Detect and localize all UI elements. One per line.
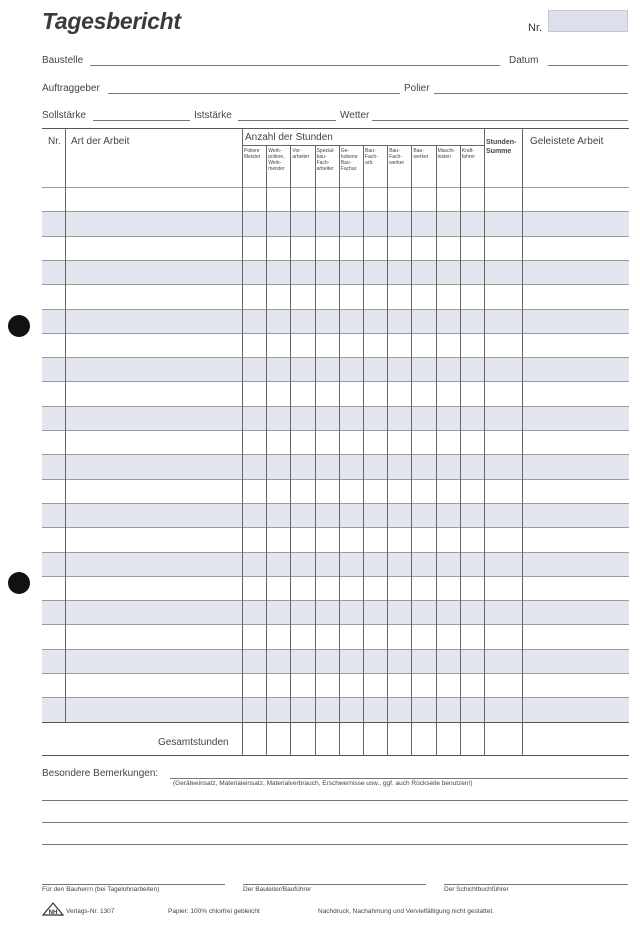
- sub-column-header-line: Werk-: [268, 148, 282, 154]
- column-divider: [411, 145, 412, 755]
- punch-hole: [8, 315, 30, 337]
- col-header-summe-2: Summe: [486, 148, 512, 155]
- column-divider: [315, 145, 316, 755]
- copyright-note: Nachdruck, Nachahmung und Vervielfältigung nicht gestattet.: [318, 908, 494, 915]
- column-divider: [387, 145, 388, 755]
- signature-label-schichtbuch: Der Schichtbuchführer: [444, 886, 509, 893]
- table-row[interactable]: [42, 211, 629, 235]
- row-divider: [42, 624, 629, 625]
- sub-column-header-line: Werk-: [268, 160, 282, 166]
- column-divider: [65, 129, 66, 722]
- sub-column-header-line: bau-: [316, 154, 327, 160]
- verlag-nr: Verlags-Nr. 1307: [66, 908, 115, 915]
- signature-line-bauleiter[interactable]: [243, 884, 426, 885]
- sub-column-header-line: Spezial-: [316, 148, 335, 154]
- sub-column-header-line: Bau-: [389, 148, 400, 154]
- column-divider: [339, 145, 340, 755]
- column-divider: [484, 129, 485, 755]
- row-divider: [42, 673, 629, 674]
- sollstaerke-field[interactable]: [93, 120, 190, 121]
- iststaerke-label: Iststärke: [194, 110, 232, 121]
- table-row[interactable]: [42, 576, 629, 600]
- column-divider: [460, 145, 461, 755]
- table-row[interactable]: [42, 552, 629, 576]
- sollstaerke-label: Sollstärke: [42, 110, 86, 121]
- polier-label: Polier: [404, 83, 430, 94]
- signature-label-bauleiter: Der Bauleiter/Bauführer: [243, 886, 312, 893]
- row-divider: [42, 600, 629, 601]
- table-row[interactable]: [42, 333, 629, 357]
- sub-column-header: [317, 148, 338, 172]
- table-row[interactable]: [42, 260, 629, 284]
- datum-label: Datum: [509, 55, 539, 66]
- sub-column-header: [389, 148, 410, 166]
- sub-column-header-line: Fach-: [365, 154, 378, 160]
- auftraggeber-field[interactable]: [108, 93, 400, 94]
- row-divider: [42, 479, 629, 480]
- hours-table: [42, 128, 629, 756]
- remarks-line[interactable]: [42, 800, 628, 801]
- gesamt-label: Gesamtstunden: [158, 737, 229, 748]
- sub-column-header-line: Vor-: [292, 148, 302, 154]
- row-divider: [42, 406, 629, 407]
- sub-column-header: [341, 148, 362, 172]
- row-divider: [42, 236, 629, 237]
- row-divider: [42, 430, 629, 431]
- sub-column-header-line: fahrer: [461, 154, 475, 160]
- sub-column-header-line: meister: [268, 166, 285, 172]
- row-divider: [42, 527, 629, 528]
- row-divider: [42, 357, 629, 358]
- table-row[interactable]: [42, 236, 629, 260]
- table-row[interactable]: [42, 381, 629, 405]
- header-divider: [242, 145, 484, 146]
- col-header-art: Art der Arbeit: [71, 136, 130, 147]
- nr-field[interactable]: [548, 10, 628, 32]
- remarks-note: (Geräteeinsatz, Materialeinsatz, Materialverbrauch, Erschwernisse usw., ggf. auch Rückseite benutzen!): [173, 780, 473, 787]
- col-header-anzahl: Anzahl der Stunden: [245, 132, 333, 143]
- sub-column-header: [413, 148, 434, 160]
- column-divider: [436, 145, 437, 755]
- table-row[interactable]: [42, 697, 629, 721]
- table-row[interactable]: [42, 503, 629, 527]
- row-divider: [42, 649, 629, 650]
- polier-field[interactable]: [434, 93, 628, 94]
- sub-column-header-line: Fach-: [389, 154, 402, 160]
- table-row[interactable]: [42, 357, 629, 381]
- table-row[interactable]: [42, 284, 629, 308]
- baustelle-field[interactable]: [90, 65, 500, 66]
- signature-label-bauherr: Für den Bauherrn (bei Tagelohnarbeiten): [42, 886, 160, 893]
- sub-column-header-line: arb.: [365, 160, 374, 166]
- sub-column-header-line: arbeiter: [292, 154, 310, 160]
- sub-column-header-line: werker: [413, 154, 429, 160]
- row-divider: [42, 454, 629, 455]
- table-row[interactable]: [42, 430, 629, 454]
- paper-note: Papier: 100% chlorfrei gebleicht: [168, 908, 260, 915]
- column-divider: [363, 145, 364, 755]
- wetter-field[interactable]: [372, 120, 628, 121]
- sub-column-header-line: Bau-: [413, 148, 424, 154]
- sub-column-header-line: hobene: [340, 154, 358, 160]
- row-divider: [42, 309, 629, 310]
- col-header-summe-1: Stunden-: [486, 139, 517, 146]
- row-divider: [42, 333, 629, 334]
- page-title: Tagesbericht: [42, 8, 181, 34]
- column-divider: [522, 129, 523, 755]
- punch-hole: [8, 572, 30, 594]
- wetter-label: Wetter: [340, 110, 370, 121]
- sub-column-header: [365, 148, 386, 166]
- row-divider: [42, 284, 629, 285]
- sub-column-header-line: Fach-: [316, 160, 330, 166]
- sub-column-header: [462, 148, 483, 160]
- row-divider: [42, 211, 629, 212]
- table-row[interactable]: [42, 479, 629, 503]
- svg-text:NH: NH: [48, 910, 58, 916]
- table-row[interactable]: [42, 649, 629, 673]
- row-divider: [42, 260, 629, 261]
- remarks-line[interactable]: [170, 778, 628, 779]
- row-divider: [42, 187, 629, 188]
- remarks-label: Besondere Bemerkungen:: [42, 768, 159, 779]
- sub-column-header: [268, 148, 289, 172]
- sub-column-header: [292, 148, 313, 160]
- table-row[interactable]: [42, 454, 629, 478]
- sub-column-header: [244, 148, 265, 160]
- table-row[interactable]: [42, 527, 629, 551]
- sub-column-header-line: werker: [389, 160, 405, 166]
- remarks-line[interactable]: [42, 822, 628, 823]
- column-divider: [290, 145, 291, 755]
- nr-label: Nr.: [528, 22, 543, 34]
- row-divider: [42, 503, 629, 504]
- nh-logo-icon: [42, 902, 64, 921]
- sub-column-header-line: Kraft-: [461, 148, 475, 154]
- sub-column-header-line: Poliere: [244, 148, 260, 154]
- sub-column-header-line: nisten: [437, 154, 451, 160]
- table-row[interactable]: [42, 673, 629, 697]
- sub-column-header-line: arbeiter: [316, 166, 334, 172]
- baustelle-label: Baustelle: [42, 55, 84, 66]
- auftraggeber-label: Auftraggeber: [42, 83, 100, 94]
- table-row[interactable]: [42, 624, 629, 648]
- sub-column-header-line: Maschi-: [437, 148, 456, 154]
- table-row[interactable]: [42, 406, 629, 430]
- remarks-line[interactable]: [42, 844, 628, 845]
- sub-column-header-line: Meister: [244, 154, 261, 160]
- datum-field[interactable]: [548, 65, 628, 66]
- row-divider: [42, 697, 629, 698]
- col-header-geleistet: Geleistete Arbeit: [530, 136, 604, 147]
- sub-column-header-line: Bau-: [340, 160, 352, 166]
- signature-line-bauherr[interactable]: [42, 884, 225, 885]
- column-divider: [242, 129, 243, 755]
- table-row[interactable]: [42, 600, 629, 624]
- sub-column-header-line: Bau-: [365, 148, 376, 154]
- row-divider: [42, 381, 629, 382]
- column-divider: [266, 145, 267, 755]
- row-divider: [42, 552, 629, 553]
- table-row[interactable]: [42, 187, 629, 211]
- sub-column-header-line: poliere,: [268, 154, 285, 160]
- col-header-nr: Nr.: [48, 136, 61, 147]
- row-divider: [42, 722, 629, 723]
- sub-column-header: [438, 148, 459, 160]
- sub-column-header-line: Fachar.: [340, 166, 358, 172]
- iststaerke-field[interactable]: [238, 120, 336, 121]
- row-divider: [42, 576, 629, 577]
- signature-line-schichtbuch[interactable]: [444, 884, 628, 885]
- sub-column-header-line: Ge-: [340, 148, 350, 154]
- table-row[interactable]: [42, 309, 629, 333]
